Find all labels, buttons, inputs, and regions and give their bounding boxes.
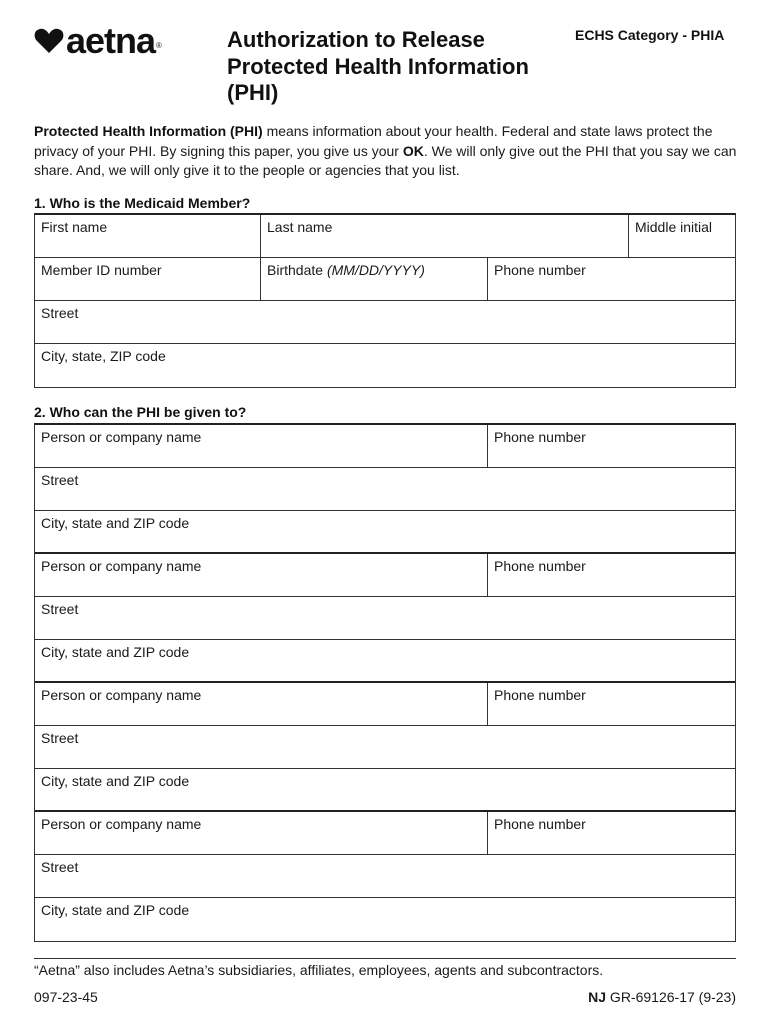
first-name-field[interactable]: First name <box>35 215 261 257</box>
recipient-name-row <box>35 683 735 726</box>
heart-icon <box>34 28 64 54</box>
recipient-name-row <box>35 812 735 855</box>
recipient-city-field[interactable]: City, state and ZIP code <box>41 902 190 918</box>
recipient-phone-field[interactable]: Phone number <box>494 429 586 445</box>
intro-paragraph <box>34 122 738 181</box>
member-city-row <box>35 344 735 387</box>
state-code: NJ <box>588 989 607 1005</box>
recipients-form <box>34 423 736 942</box>
last-name-field[interactable]: Last name <box>261 215 629 257</box>
registered-mark: ® <box>156 40 162 50</box>
intro-bold-ok: OK <box>402 142 424 159</box>
member-id-row <box>35 258 735 301</box>
footnote-divider <box>34 958 736 959</box>
recipient-phone-field[interactable]: Phone number <box>494 816 586 832</box>
logo-wordmark: aetna <box>66 20 156 61</box>
recipient-name-field[interactable]: Person or company name <box>35 683 488 725</box>
recipient-street-row <box>35 597 735 640</box>
recipient-name-row <box>35 554 735 597</box>
recipient-phone-field[interactable]: Phone number <box>494 558 586 574</box>
intro-text-2: . We will only give out the PHI that you say we can share. And, we will only give it to the people or agencies that you list. <box>34 142 737 178</box>
recipient-street-field[interactable]: Street <box>41 859 79 875</box>
recipient-name-field[interactable]: Person or company name <box>35 554 488 596</box>
section-2-heading: 2. Who can the PHI be given to? <box>34 404 247 420</box>
middle-initial-field[interactable]: Middle initial <box>635 219 713 235</box>
form-code: 097-23-45 <box>34 989 98 1005</box>
recipient-phone-field[interactable]: Phone number <box>494 687 586 703</box>
recipient-city-row <box>35 769 735 812</box>
recipient-street-row <box>35 468 735 511</box>
recipient-street-field[interactable]: Street <box>41 472 79 488</box>
birthdate-field[interactable] <box>261 258 488 300</box>
member-form <box>34 213 736 388</box>
member-name-row <box>35 215 735 258</box>
title-line-1: Authorization to Release <box>227 27 485 52</box>
recipient-name-row <box>35 425 735 468</box>
title-line-2: Protected Health Information <box>227 53 529 79</box>
recipient-city-field[interactable]: City, state and ZIP code <box>41 773 190 789</box>
member-street-row <box>35 301 735 344</box>
form-number-text: GR-69126-17 (9-23) <box>606 989 736 1005</box>
category-label: ECHS Category - PHIA <box>575 27 725 43</box>
footnote-text: “Aetna” also includes Aetna’s subsidiaries, affiliates, employees, agents and subcontractors. <box>34 962 604 978</box>
recipient-city-row <box>35 898 735 941</box>
member-street-field[interactable]: Street <box>41 305 79 321</box>
title-line-3: (PHI) <box>227 80 279 105</box>
birthdate-label: Birthdate <box>267 262 327 278</box>
recipient-city-row <box>35 511 735 554</box>
member-id-field[interactable]: Member ID number <box>35 258 261 300</box>
recipient-street-field[interactable]: Street <box>41 601 79 617</box>
aetna-logo <box>34 20 162 61</box>
birthdate-format: (MM/DD/YYYY) <box>326 262 425 278</box>
recipient-city-field[interactable]: City, state and ZIP code <box>41 644 190 660</box>
intro-bold-lead: Protected Health Information (PHI) <box>34 123 263 139</box>
recipient-street-row <box>35 726 735 769</box>
page-title <box>227 27 557 107</box>
form-number <box>588 989 736 1005</box>
member-phone-field[interactable]: Phone number <box>494 262 586 278</box>
recipient-name-field[interactable]: Person or company name <box>35 812 488 854</box>
recipient-city-field[interactable]: City, state and ZIP code <box>41 515 190 531</box>
member-city-field[interactable]: City, state, ZIP code <box>41 348 166 364</box>
recipient-name-field[interactable]: Person or company name <box>35 425 488 467</box>
recipient-street-row <box>35 855 735 898</box>
section-1-heading: 1. Who is the Medicaid Member? <box>34 195 251 211</box>
recipient-city-row <box>35 640 735 683</box>
intro-text-1: means information about your health. Federal and state laws protect the privacy of your PHI. By signing this paper, you give us your <box>34 123 713 159</box>
recipient-street-field[interactable]: Street <box>41 730 79 746</box>
